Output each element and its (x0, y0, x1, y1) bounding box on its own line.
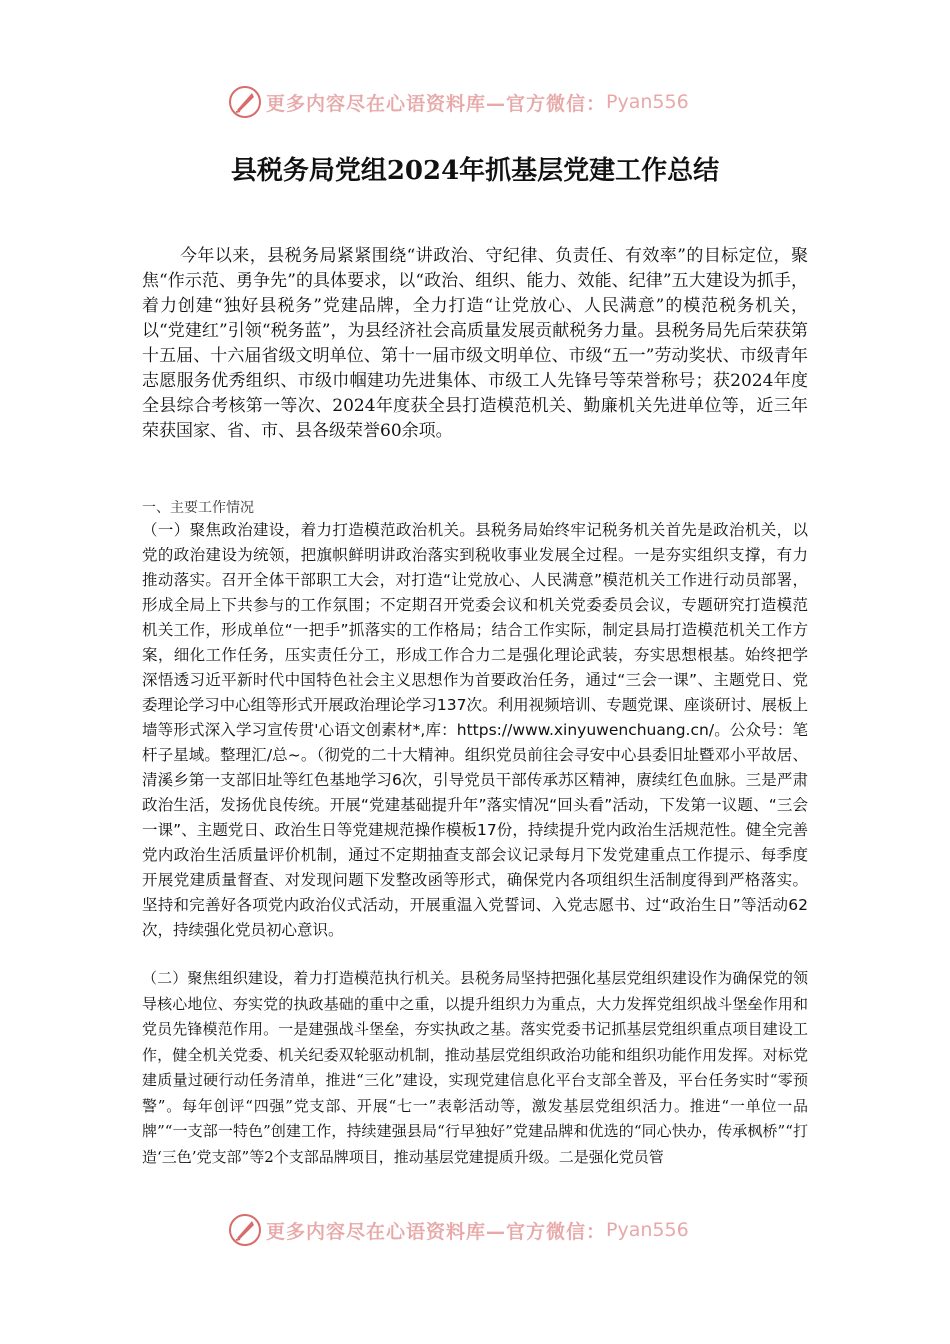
watermark-wechat-id: Pyan556 (606, 1219, 689, 1241)
document-title: 县税务局党组2024年抓基层党建工作总结 (230, 156, 720, 186)
watermark-footer (228, 1210, 689, 1250)
section-2-paragraph: （二）聚焦组织建设，着力打造模范执行机关。县税务局坚持把强化基层党组织建设作为确保党的领导核心地位、夯实党的执政基础的重中之重，以提升组织力为重点，大力发挥党组织战斗堡垒作用和党员先锋模范作用。一是建强战斗堡垒，夯实执政之基。落实党委书记抓基层党组织重点项目建设工作，健全机关党委、机关纪委双轮驱动机制，推动基层党组织政治功能和组织功能作用发挥。对标党建质量过硬行动任务清单，推进“三化”建设，实现党建信息化平台支部全普及，平台任务实时“零预警”。每年创评“四强”党支部、开展“七一”表彰活动等，激发基层党组织活力。推进“一单位一品牌”“一支部一特色”创建工作，持续建强县局“行早独好”党建品牌和优选的“同心快办，传承枫桥”“打造‘三色’党支部”等2个支部品牌项目，推动基层党建提质升级。二是强化党员管 (142, 969, 808, 1166)
quill-logo-icon (228, 85, 262, 119)
section-heading: 一、主要工作情况 (142, 500, 254, 516)
intro-paragraph: 今年以来，县税务局紧紧围绕“讲政治、守纪律、负责任、有效率”的目标定位，聚焦“作示范、勇争先”的具体要求，以“政治、组织、能力、效能、纪律”五大建设为抓手，着力创建“独好县税务”党建品牌，全力打造“让党放心、人民满意”的模范税务机关，以“党建红”引领“税务蓝”，为县经济社会高质量发展贡献税务力量。县税务局先后荣获第十五届、十六届省级文明单位、第十一届市级文明单位、市级“五一”劳动奖状、市级青年志愿服务优秀组织、市级巾帼建功先进集体、市级工人先锋号等荣誉称号；获2024年度全县综合考核第一等次、2024年度获全县打造模范机关、勤廉机关先进单位等，近三年荣获国家、省、市、县各级荣誉60余项。 (142, 246, 808, 441)
watermark-text: 更多内容尽在心语资料库—官方微信： (266, 92, 607, 115)
quill-logo-icon (228, 1213, 262, 1247)
watermark-wechat-id: Pyan556 (606, 91, 689, 113)
watermark-text: 更多内容尽在心语资料库—官方微信： (266, 1220, 607, 1243)
watermark-header (228, 82, 689, 122)
section-1-paragraph: （一）聚焦政治建设，着力打造模范政治机关。县税务局始终牢记税务机关首先是政治机关，以党的政治建设为统领，把旗帜鲜明讲政治落实到税收事业发展全过程。一是夯实组织支撑，有力推动落实。召开全体干部职工大会，对打造“让党放心、人民满意”模范机关工作进行动员部署，形成全局上下共参与的工作氛围；不定期召开党委会议和机关党委委员会议，专题研究打造模范机关工作，形成单位“一把手”抓落实的工作格局；结合工作实际，制定县局打造模范机关工作方案，细化工作任务，压实责任分工，形成工作合力二是强化理论武装，夯实思想根基。始终把学深悟透习近平新时代中国特色社会主义思想作为首要政治任务，通过“三会一课”、主题党日、党委理论学习中心组等形式开展政治理论学习137次。利用视频培训、专题党课、座谈研讨、展板上墙等形式深入学习宣传贯'心语文创素材*,库：https://www.xinyuwenchuang.cn/。公众号：笔杆子星域。整理汇/总~。（彻党的二十大精神。组织党员前往会寻安中心县委旧址暨邓小平故居、清溪乡第一支部旧址等红色基地学习6次，引导党员干部传承苏区精神，赓续红色血脉。三是严肃政治生活，发扬优良传统。开展“党建基础提升年”落实情况“回头看”活动，下发第一议题、“三会一课”、主题党日、政治生日等党建规范操作模板17份，持续提升党内政治生活规范性。健全完善党内政治生活质量评价机制，通过不定期抽查支部会议记录每月下发党建重点工作提示、每季度开展党建质量督查、对发现问题下发整改函等形式，确保党内各项组织生活制度得到严格落实。坚持和完善好各项党内政治仪式活动，开展重温入党誓词、入党志愿书、过“政治生日”等活动62次，持续强化党员初心意识。 (142, 521, 808, 939)
